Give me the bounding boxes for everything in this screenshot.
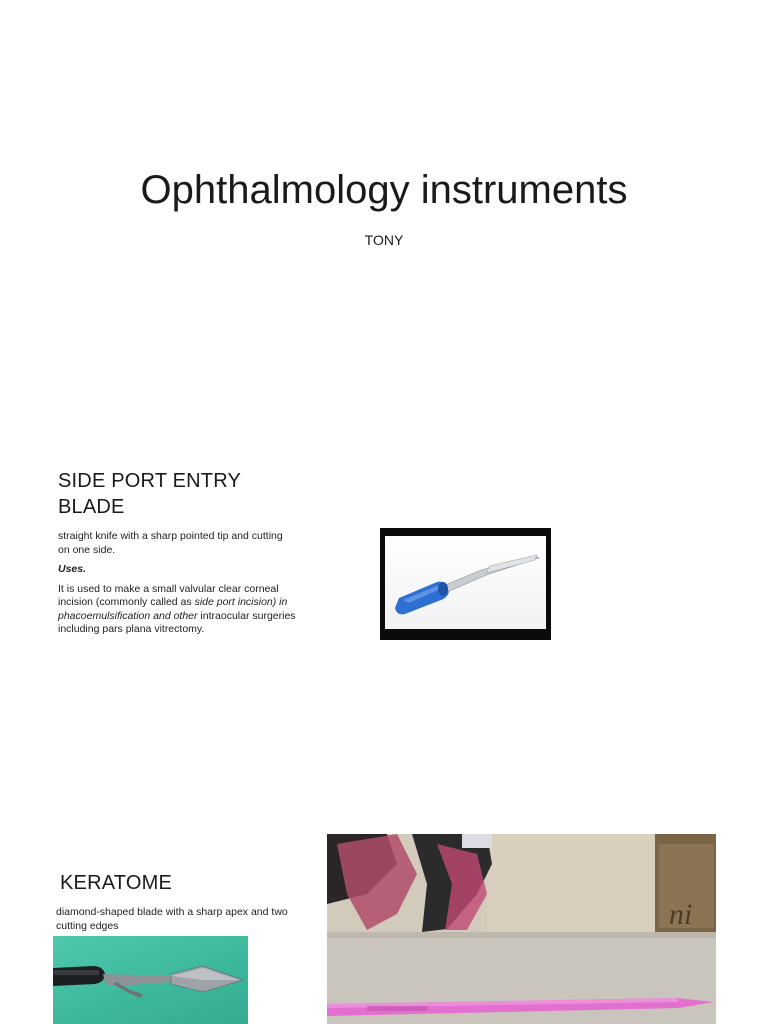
description-text: diamond-shaped blade with a sharp apex and two cutting edges: [56, 906, 288, 932]
author-subtitle: TONY: [364, 232, 404, 248]
uses-text: [58, 583, 296, 637]
keratome-slide: [0, 830, 768, 1024]
svg-text:ni: ni: [669, 898, 693, 931]
side-port-blade-image: [380, 528, 551, 640]
keratome-photo-icon: [327, 834, 716, 1024]
uses-label: Uses.: [58, 563, 87, 575]
uses-text-part-2: side port incision) in phacoemulsification and other: [58, 596, 288, 622]
section-heading: KERATOME: [60, 872, 172, 894]
keratome-photo: [327, 834, 716, 1024]
description-text: straight knife with a sharp pointed tip and cutting on one side.: [58, 530, 283, 556]
blade-image-background: [385, 536, 546, 629]
section-body: [58, 530, 296, 643]
keratome-image: [53, 936, 248, 1024]
section-heading: SIDE PORT ENTRY BLADE: [58, 470, 241, 518]
uses-text-part-3: intraocular surgeries including pars plana vitrectomy.: [58, 609, 296, 635]
page-title: Ophthalmology instruments: [140, 168, 628, 212]
keratome-icon: [53, 936, 248, 1024]
side-port-blade-icon: [385, 536, 546, 629]
side-port-blade-slide: [0, 440, 768, 700]
uses-text-part-1: It is used to make a small valvular clear corneal incision (commonly called as: [58, 582, 279, 608]
title-slide: [0, 0, 768, 290]
